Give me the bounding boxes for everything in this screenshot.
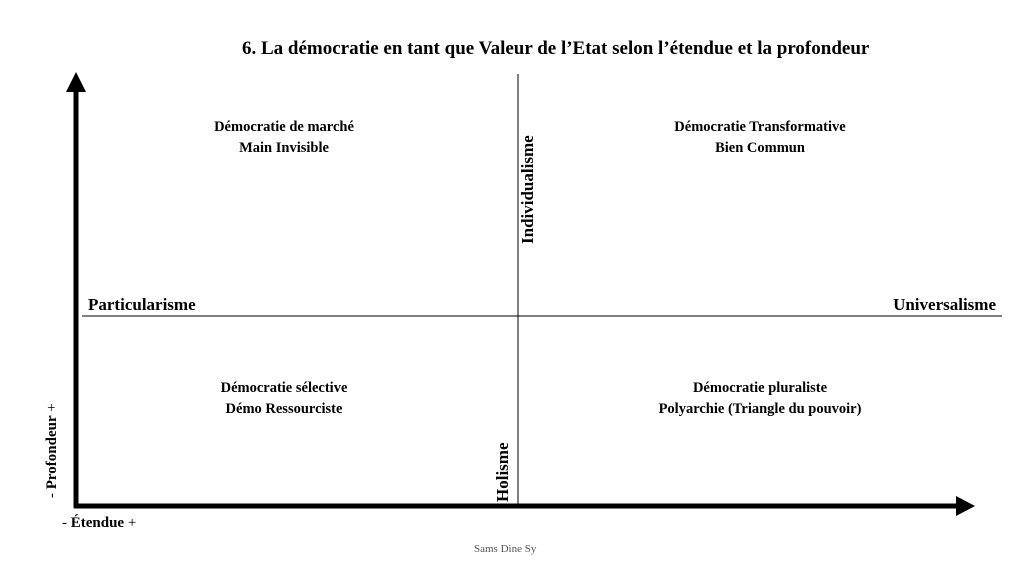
y-axis-text: Profondeur	[44, 415, 60, 490]
y-axis-arrowhead	[66, 72, 86, 92]
quadrant-top-right-line2: Bien Commun	[715, 140, 805, 156]
y-axis-minus: -	[44, 489, 60, 498]
quadrant-top-left	[184, 117, 384, 159]
quadrant-top-left-line2: Main Invisible	[239, 140, 329, 156]
quadrant-bottom-left-line1: Démocratie sélective	[220, 380, 348, 396]
x-axis-minus: -	[62, 515, 71, 531]
quadrant-top-right-line1: Démocratie Transformative	[674, 119, 846, 135]
quadrant-top-right	[640, 117, 880, 159]
quadrant-bottom-left	[184, 378, 384, 420]
x-axis-plus: +	[124, 515, 137, 531]
y-axis-label	[44, 403, 61, 498]
x-axis-label	[62, 515, 136, 532]
quadrant-bottom-right	[620, 378, 900, 420]
axis-label-individualisme: Individualisme	[518, 135, 537, 244]
axis-label-holisme: Holisme	[493, 442, 512, 502]
axis-label-particularisme: Particularisme	[88, 295, 196, 314]
diagram-title: 6. La démocratie en tant que Valeur de l’Etat selon l’étendue et la profondeur	[242, 38, 870, 59]
y-axis-plus: +	[44, 403, 60, 416]
author-credit: Sams Dine Sy	[474, 543, 537, 555]
quadrant-bottom-right-line2: Polyarchie (Triangle du pouvoir)	[658, 401, 862, 417]
x-axis-arrowhead	[956, 496, 975, 516]
quadrant-top-left-line1: Démocratie de marché	[214, 119, 354, 135]
quadrant-bottom-right-line1: Démocratie pluraliste	[692, 380, 828, 396]
quadrant-bottom-left-line2: Démo Ressourciste	[225, 401, 343, 417]
x-axis-text: Étendue	[70, 515, 125, 531]
axis-label-universalisme: Universalisme	[893, 295, 996, 314]
